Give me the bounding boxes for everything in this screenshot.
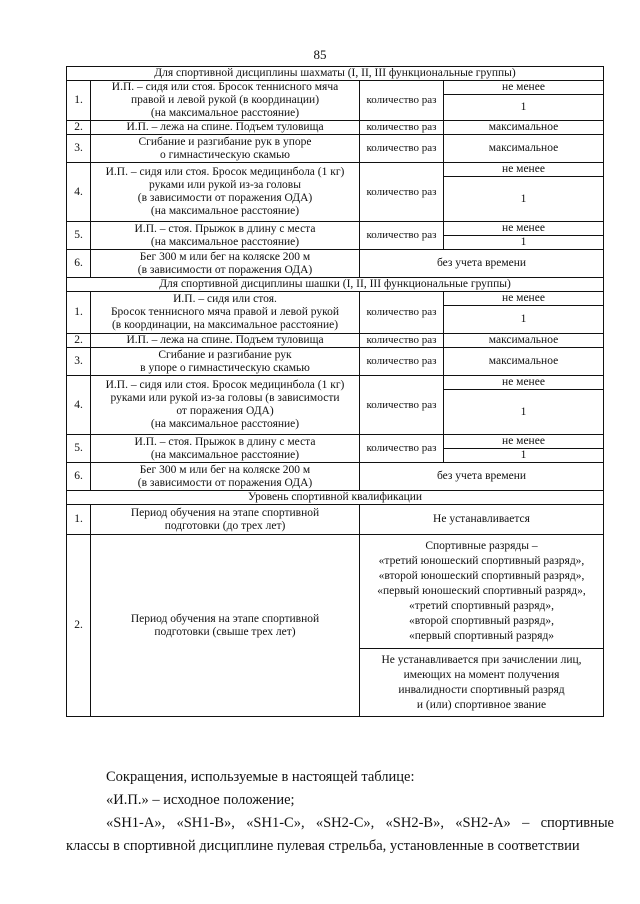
section-header-chess: Для спортивной дисциплины шахматы (I, II, III функциональные группы) bbox=[67, 67, 604, 81]
sport-ranks-cell bbox=[360, 535, 604, 649]
norm-value: 1 bbox=[444, 306, 604, 334]
exercise-cell: Сгибание и разгибание рук в упоре о гимнастическую скамью bbox=[91, 135, 360, 163]
rank-note-cell: Не устанавливается при зачислении лиц, имеющих на момент получения инвалидности спортивный разряд и (или) спортивное звание bbox=[360, 649, 604, 717]
exercise-cell: И.П. – лежа на спине. Подъем туловища bbox=[91, 121, 360, 135]
exercise-cell: Период обучения на этапе спортивной подготовки (свыше трех лет) bbox=[91, 535, 360, 717]
unit-cell: количество раз bbox=[360, 163, 444, 222]
exercise-cell: И.П. – лежа на спине. Подъем туловища bbox=[91, 334, 360, 348]
norm-value: 1 bbox=[444, 390, 604, 435]
norm-value: 1 bbox=[444, 177, 604, 222]
norm-label: не менее bbox=[444, 222, 604, 236]
exercise-cell: И.П. – сидя или стоя. Бросок медицинбола (1 кг) руками или рукой из-за головы (в зависимости от поражения ОДА) (на максимальное расстояние) bbox=[91, 376, 360, 435]
rank-line: «третий юношеский спортивный разряд», bbox=[378, 555, 585, 567]
exercise-cell: И.П. – стоя. Прыжок в длину с места (на максимальное расстояние) bbox=[91, 222, 360, 250]
row-number: 3. bbox=[67, 135, 91, 163]
row-number: 3. bbox=[67, 348, 91, 376]
exercise-cell: Сгибание и разгибание рук в упоре о гимнастическую скамью bbox=[91, 348, 360, 376]
exercise-cell: Бег 300 м или бег на коляске 200 м (в зависимости от поражения ОДА) bbox=[91, 463, 360, 491]
row-number: 1. bbox=[67, 292, 91, 334]
norm-label: не менее bbox=[444, 163, 604, 177]
section-header-qualification: Уровень спортивной квалификации bbox=[67, 491, 604, 505]
row-number: 4. bbox=[67, 376, 91, 435]
rank-line: «первый спортивный разряд» bbox=[408, 630, 555, 642]
norm-label: не менее bbox=[444, 292, 604, 306]
row-number: 5. bbox=[67, 435, 91, 463]
unit-cell: количество раз bbox=[360, 81, 444, 121]
norms-table bbox=[66, 66, 604, 717]
norm-value: без учета времени bbox=[360, 463, 604, 491]
norm-value: без учета времени bbox=[360, 250, 604, 278]
norm-value: 1 bbox=[444, 95, 604, 121]
norm-label: не менее bbox=[444, 376, 604, 390]
row-number: 2. bbox=[67, 535, 91, 717]
unit-cell: количество раз bbox=[360, 121, 444, 135]
norm-value: максимальное bbox=[444, 135, 604, 163]
row-number: 2. bbox=[67, 334, 91, 348]
rank-line: «второй спортивный разряд», bbox=[408, 615, 555, 627]
row-number: 1. bbox=[67, 505, 91, 535]
exercise-cell: Период обучения на этапе спортивной подготовки (до трех лет) bbox=[91, 505, 360, 535]
unit-cell: количество раз bbox=[360, 135, 444, 163]
exercise-cell: И.П. – сидя или стоя. Бросок теннисного мяча правой и левой рукой (в координации, на максимальное расстояние) bbox=[91, 292, 360, 334]
unit-cell: количество раз bbox=[360, 348, 444, 376]
norm-value: максимальное bbox=[444, 348, 604, 376]
unit-cell: количество раз bbox=[360, 376, 444, 435]
norm-value: 1 bbox=[444, 449, 604, 463]
norm-label: не менее bbox=[444, 435, 604, 449]
page-number: 85 bbox=[313, 47, 327, 62]
unit-cell: количество раз bbox=[360, 222, 444, 250]
row-number: 6. bbox=[67, 463, 91, 491]
row-number: 4. bbox=[67, 163, 91, 222]
abbreviation-classes: «SH1-A», «SH1-B», «SH1-C», «SH2-C», «SH2-B», «SH2-A» – спортивные bbox=[106, 815, 614, 831]
abbreviation-ip: «И.П.» – исходное положение; bbox=[106, 792, 295, 808]
row-number: 6. bbox=[67, 250, 91, 278]
row-number: 5. bbox=[67, 222, 91, 250]
section-header-checkers: Для спортивной дисциплины шашки (I, II, III функциональные группы) bbox=[67, 278, 604, 292]
exercise-cell: И.П. – стоя. Прыжок в длину с места (на максимальное расстояние) bbox=[91, 435, 360, 463]
norm-value: максимальное bbox=[444, 121, 604, 135]
exercise-cell: И.П. – сидя или стоя. Бросок теннисного мяча правой и левой рукой (в координации) (на максимальное расстояние) bbox=[91, 81, 360, 121]
rank-line: «второй юношеский спортивный разряд», bbox=[378, 570, 585, 582]
unit-cell: количество раз bbox=[360, 435, 444, 463]
norm-value: максимальное bbox=[444, 334, 604, 348]
row-number: 2. bbox=[67, 121, 91, 135]
abbreviations-heading: Сокращения, используемые в настоящей таблице: bbox=[106, 769, 415, 785]
abbreviation-classes-continued: классы в спортивной дисциплине пулевая стрельба, установленные в соответствии bbox=[66, 838, 580, 854]
rank-line: «третий спортивный разряд», bbox=[408, 600, 555, 612]
rank-line: «первый юношеский спортивный разряд», bbox=[377, 585, 586, 597]
norm-label: не менее bbox=[444, 81, 604, 95]
exercise-cell: И.П. – сидя или стоя. Бросок медицинбола (1 кг) руками или рукой из-за головы (в зависимости от поражения ОДА) (на максимальное расстояние) bbox=[91, 163, 360, 222]
row-number: 1. bbox=[67, 81, 91, 121]
norm-value: 1 bbox=[444, 236, 604, 250]
rank-line: Спортивные разряды – bbox=[425, 540, 538, 552]
unit-cell: количество раз bbox=[360, 334, 444, 348]
qualification-value: Не устанавливается bbox=[360, 505, 604, 535]
unit-cell: количество раз bbox=[360, 292, 444, 334]
exercise-cell: Бег 300 м или бег на коляске 200 м (в зависимости от поражения ОДА) bbox=[91, 250, 360, 278]
